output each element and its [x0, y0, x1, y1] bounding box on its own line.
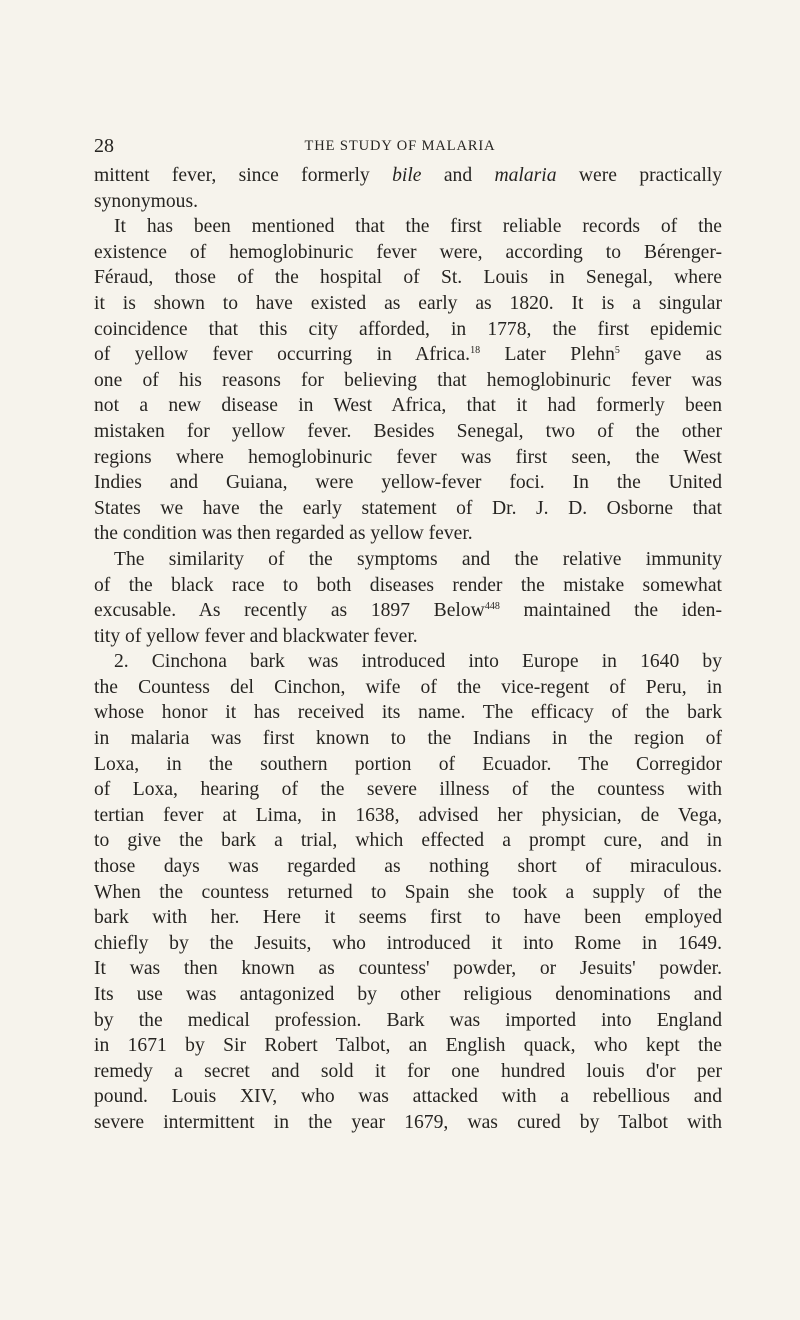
text-line: [94, 547, 722, 573]
text-line: [94, 573, 722, 599]
text-line: [94, 726, 722, 752]
text-line: [94, 521, 722, 547]
text-segment: It has been mentioned that the first reliable records of the: [114, 216, 722, 238]
text-segment: Later Plehn: [480, 344, 615, 366]
page-number: 28: [94, 135, 114, 157]
text-line: [94, 214, 722, 240]
text-segment: Indies and Guiana, were yellow-fever foci. In the United: [94, 472, 722, 494]
text-segment: the Countess del Cinchon, wife of the vice-regent of Peru, in: [94, 676, 722, 698]
text-segment: pound. Louis XIV, who was attacked with a rebellious and: [94, 1086, 722, 1108]
text-segment: bark with her. Here it seems first to have been employed: [94, 907, 722, 929]
text-segment: mistaken for yellow fever. Besides Senegal, two of the other: [94, 420, 722, 442]
citation-reference: 448: [484, 601, 500, 613]
text-segment: existence of hemoglobinuric fever were, according to Bérenger-: [94, 241, 722, 263]
text-line: [94, 1033, 722, 1059]
text-segment: tertian fever at Lima, in 1638, advised her physician, de Vega,: [94, 804, 722, 826]
text-segment: Its use was antagonized by other religious denominations and: [94, 984, 722, 1005]
text-segment: maintained the iden-: [499, 600, 722, 622]
text-segment: in malaria was first known to the Indians in the region of: [94, 728, 722, 750]
running-head: [0, 134, 800, 158]
body-text: [94, 163, 722, 1136]
text-segment: not a new disease in West Africa, that it had formerly been: [94, 395, 722, 417]
text-line: [94, 624, 722, 650]
text-line: [94, 931, 722, 957]
text-line: [94, 1110, 722, 1136]
text-segment: It was then known as countess' powder, or Jesuits' powder.: [94, 958, 722, 980]
text-line: [94, 163, 722, 189]
text-segment: were practically: [556, 165, 723, 186]
text-line: [94, 803, 722, 829]
text-line: [94, 1059, 722, 1085]
text-line: [94, 368, 722, 394]
text-segment: mittent fever, since formerly: [94, 165, 393, 186]
text-segment: the condition was then regarded as yellow fever.: [94, 523, 473, 545]
text-segment: it is shown to have existed as early as 1820. It is a singular: [94, 292, 722, 314]
text-segment: chiefly by the Jesuits, who introduced it into Rome in 1649.: [94, 932, 722, 954]
text-segment: severe intermittent in the year 1679, was cured by Talbot with: [94, 1111, 722, 1133]
text-line: [94, 700, 722, 726]
text-line: [94, 317, 722, 343]
text-line: [94, 854, 722, 880]
text-segment: in 1671 by Sir Robert Talbot, an English quack, who kept the: [94, 1035, 722, 1057]
text-segment: States we have the early statement of Dr. J. D. Osborne that: [94, 497, 722, 519]
text-segment: remedy a secret and sold it for one hundred louis d'or per: [94, 1060, 722, 1082]
text-line: [94, 1084, 722, 1110]
text-line: [94, 470, 722, 496]
text-segment: by the medical profession. Bark was imported into England: [94, 1009, 722, 1031]
text-segment: one of his reasons for believing that hemoglobinuric fever was: [94, 369, 722, 391]
citation-reference: 18: [470, 345, 481, 357]
text-line: [94, 393, 722, 419]
citation-reference: 5: [614, 345, 620, 357]
text-line: [94, 777, 722, 803]
text-segment: synonymous.: [94, 190, 198, 212]
text-segment: The similarity of the symptoms and the relative immunity: [114, 548, 722, 570]
text-line: [94, 445, 722, 471]
text-line: [94, 880, 722, 906]
text-line: [94, 752, 722, 778]
text-line: [94, 675, 722, 701]
text-line: [94, 265, 722, 291]
italic-term: bile: [392, 165, 422, 186]
text-segment: Loxa, in the southern portion of Ecuador. The Corregidor: [94, 753, 722, 775]
text-segment: whose honor it has received its name. The efficacy of the bark: [94, 702, 722, 724]
text-segment: of the black race to both diseases render the mistake somewhat: [94, 574, 722, 596]
text-line: [94, 189, 722, 215]
text-segment: of yellow fever occurring in Africa.: [94, 344, 471, 366]
text-line: [94, 982, 722, 1008]
text-line: [94, 828, 722, 854]
text-segment: gave as: [619, 344, 722, 366]
text-line: [94, 1008, 722, 1034]
text-segment: those days was regarded as nothing short of miraculous.: [94, 856, 722, 878]
text-segment: When the countess returned to Spain she took a supply of the: [94, 881, 722, 903]
text-line: [94, 905, 722, 931]
text-line: [94, 496, 722, 522]
text-line: [94, 240, 722, 266]
text-segment: tity of yellow fever and blackwater fever.: [94, 625, 418, 647]
text-segment: excusable. As recently as 1897 Below: [94, 600, 485, 622]
running-title: THE STUDY OF MALARIA: [304, 138, 496, 154]
text-line: [94, 342, 722, 368]
text-line: [94, 956, 722, 982]
text-line: [94, 291, 722, 317]
text-segment: Féraud, those of the hospital of St. Louis in Senegal, where: [94, 267, 722, 289]
text-segment: regions where hemoglobinuric fever was first seen, the West: [94, 446, 722, 468]
text-line: [94, 598, 722, 624]
text-line: [94, 649, 722, 675]
text-segment: to give the bark a trial, which effected a prompt cure, and in: [94, 830, 722, 852]
text-segment: coincidence that this city afforded, in 1778, the first epidemic: [94, 318, 722, 340]
text-segment: of Loxa, hearing of the severe illness of the countess with: [94, 779, 722, 801]
italic-term: malaria: [494, 165, 557, 186]
text-line: [94, 419, 722, 445]
text-segment: 2. Cinchona bark was introduced into Europe in 1640 by: [114, 651, 722, 673]
text-segment: and: [421, 165, 495, 186]
